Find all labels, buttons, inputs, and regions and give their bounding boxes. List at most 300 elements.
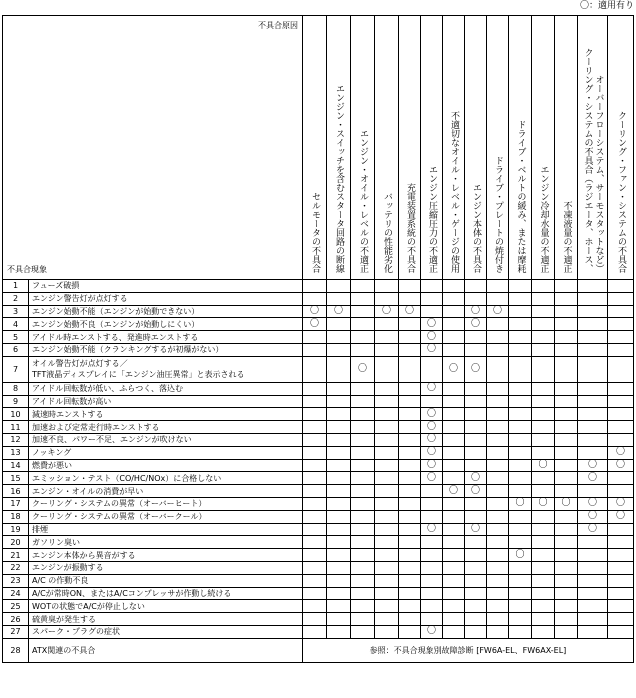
empty-cell <box>303 485 327 498</box>
empty-cell <box>578 343 608 356</box>
empty-cell <box>578 625 608 638</box>
empty-cell <box>555 318 578 331</box>
empty-cell <box>351 549 375 562</box>
empty-cell <box>351 523 375 536</box>
empty-cell <box>532 408 555 421</box>
empty-cell <box>487 497 509 510</box>
applicable-mark: 〇 <box>578 523 608 536</box>
empty-cell <box>351 613 375 626</box>
empty-cell <box>421 485 443 498</box>
empty-cell <box>351 280 375 293</box>
empty-cell <box>399 587 421 600</box>
applicable-mark: 〇 <box>327 305 351 318</box>
empty-cell <box>555 625 578 638</box>
empty-cell <box>509 472 532 485</box>
row-number: 12 <box>3 433 29 446</box>
applicable-mark: 〇 <box>421 421 443 434</box>
empty-cell <box>509 485 532 498</box>
empty-cell <box>555 305 578 318</box>
symptom-cell <box>29 485 303 498</box>
empty-cell <box>465 561 487 574</box>
empty-cell <box>375 446 399 459</box>
row-number: 20 <box>3 536 29 549</box>
empty-cell <box>351 459 375 472</box>
applicable-mark: 〇 <box>465 356 487 382</box>
symptom-cell <box>29 318 303 331</box>
empty-cell <box>399 408 421 421</box>
empty-cell <box>465 421 487 434</box>
empty-cell <box>608 523 634 536</box>
empty-cell <box>532 561 555 574</box>
applicable-mark: 〇 <box>608 459 634 472</box>
empty-cell <box>399 600 421 613</box>
empty-cell <box>399 382 421 395</box>
cause-label: 不適切なオイル・レベル・ゲージの使用 <box>449 111 459 273</box>
empty-cell <box>327 625 351 638</box>
empty-cell <box>375 574 399 587</box>
empty-cell <box>509 395 532 408</box>
symptom-text: 減速時エンストする <box>32 409 104 419</box>
empty-cell <box>303 549 327 562</box>
empty-cell <box>327 472 351 485</box>
symptom-text: 燃費が悪い <box>32 460 72 470</box>
empty-cell <box>509 343 532 356</box>
empty-cell <box>327 331 351 344</box>
cause-header-3 <box>351 16 375 280</box>
empty-cell <box>303 459 327 472</box>
cause-label: エンジン・オイル・レベルの不適正 <box>358 129 368 273</box>
cause-label: オーバーフローシステム、サーモスタットなど） <box>593 75 604 273</box>
symptom-text: アイドル時エンストする、発進時エンストする <box>32 332 199 342</box>
symptom-cell <box>29 421 303 434</box>
empty-cell <box>399 625 421 638</box>
empty-cell <box>327 280 351 293</box>
empty-cell <box>399 497 421 510</box>
empty-cell <box>509 587 532 600</box>
empty-cell <box>375 382 399 395</box>
empty-cell <box>443 305 465 318</box>
empty-cell <box>443 459 465 472</box>
empty-cell <box>487 292 509 305</box>
empty-cell <box>465 510 487 523</box>
empty-cell <box>443 497 465 510</box>
table-row <box>3 318 634 331</box>
table-row <box>3 305 634 318</box>
empty-cell <box>532 318 555 331</box>
empty-cell <box>608 433 634 446</box>
empty-cell <box>578 574 608 587</box>
empty-cell <box>509 600 532 613</box>
empty-cell <box>465 408 487 421</box>
empty-cell <box>303 280 327 293</box>
empty-cell <box>375 625 399 638</box>
applicable-mark: 〇 <box>509 497 532 510</box>
empty-cell <box>608 318 634 331</box>
empty-cell <box>532 549 555 562</box>
empty-cell <box>555 280 578 293</box>
empty-cell <box>465 292 487 305</box>
applicable-mark: 〇 <box>375 305 399 318</box>
empty-cell <box>303 510 327 523</box>
empty-cell <box>608 600 634 613</box>
empty-cell <box>509 408 532 421</box>
empty-cell <box>351 331 375 344</box>
empty-cell <box>487 472 509 485</box>
cause-label: エンジン圧縮圧力の不適正 <box>427 165 437 273</box>
symptom-cell <box>29 574 303 587</box>
empty-cell <box>399 549 421 562</box>
cause-label: ドライブ・プレートの焼付き <box>493 156 503 273</box>
applicable-mark: 〇 <box>421 472 443 485</box>
empty-cell <box>465 613 487 626</box>
empty-cell <box>399 356 421 382</box>
empty-cell <box>351 485 375 498</box>
empty-cell <box>509 292 532 305</box>
symptom-text: クーリング・システムの異常（オーバークール） <box>32 512 207 522</box>
empty-cell <box>465 331 487 344</box>
empty-cell <box>578 549 608 562</box>
empty-cell <box>532 523 555 536</box>
symptom-text: エンジンが振動する <box>32 563 104 573</box>
table-row <box>3 485 634 498</box>
empty-cell <box>375 356 399 382</box>
table-row <box>3 356 634 382</box>
empty-cell <box>421 536 443 549</box>
empty-cell <box>487 459 509 472</box>
symptom-cell <box>29 549 303 562</box>
applicable-mark: 〇 <box>578 497 608 510</box>
empty-cell <box>351 433 375 446</box>
empty-cell <box>608 421 634 434</box>
applicable-mark: 〇 <box>421 446 443 459</box>
symptom-cell <box>29 280 303 293</box>
empty-cell <box>578 485 608 498</box>
symptom-cell <box>29 536 303 549</box>
empty-cell <box>555 446 578 459</box>
symptom-cell <box>29 600 303 613</box>
table-row <box>3 625 634 638</box>
empty-cell <box>578 382 608 395</box>
empty-cell <box>608 472 634 485</box>
empty-cell <box>487 587 509 600</box>
empty-cell <box>375 408 399 421</box>
empty-cell <box>421 305 443 318</box>
empty-cell <box>327 561 351 574</box>
empty-cell <box>608 395 634 408</box>
table-row <box>3 549 634 562</box>
empty-cell <box>532 574 555 587</box>
symptom-text: エンジン警告灯が点灯する <box>32 294 128 304</box>
empty-cell <box>375 523 399 536</box>
row-number: 15 <box>3 472 29 485</box>
symptom-text: フューズ破損 <box>32 281 80 291</box>
legend-note: 〇：適用有り <box>579 1 634 11</box>
applicable-mark: 〇 <box>303 318 327 331</box>
applicable-mark: 〇 <box>421 318 443 331</box>
empty-cell <box>509 510 532 523</box>
table-row <box>3 395 634 408</box>
applicable-mark: 〇 <box>399 305 421 318</box>
cause-header-10 <box>509 16 532 280</box>
applicable-mark: 〇 <box>421 408 443 421</box>
empty-cell <box>443 561 465 574</box>
symptom-text: エンジン始動不能（クランキングするが初爆がない） <box>32 345 224 355</box>
symptom-text: ノッキング <box>32 448 72 458</box>
symptom-cell <box>29 292 303 305</box>
row-number: 10 <box>3 408 29 421</box>
empty-cell <box>555 356 578 382</box>
table-row <box>3 472 634 485</box>
empty-cell <box>465 459 487 472</box>
symptom-cell <box>29 305 303 318</box>
applicable-mark: 〇 <box>555 497 578 510</box>
symptom-text: 排煙 <box>32 524 48 534</box>
empty-cell <box>303 331 327 344</box>
empty-cell <box>465 395 487 408</box>
empty-cell <box>303 433 327 446</box>
symptom-text: エンジン始動不良（エンジンが始動しにくい） <box>32 319 200 329</box>
empty-cell <box>578 356 608 382</box>
table-row <box>3 587 634 600</box>
empty-cell <box>608 292 634 305</box>
applicable-mark: 〇 <box>421 331 443 344</box>
empty-cell <box>375 292 399 305</box>
cause-axis-label: 不具合原因 <box>258 21 298 30</box>
empty-cell <box>327 318 351 331</box>
symptom-cell <box>29 587 303 600</box>
row-number: 14 <box>3 459 29 472</box>
row-number: 19 <box>3 523 29 536</box>
empty-cell <box>443 549 465 562</box>
empty-cell <box>555 485 578 498</box>
symptom-cell <box>29 561 303 574</box>
empty-cell <box>555 343 578 356</box>
empty-cell <box>487 625 509 638</box>
empty-cell <box>327 292 351 305</box>
empty-cell <box>555 561 578 574</box>
empty-cell <box>303 587 327 600</box>
empty-cell <box>555 331 578 344</box>
empty-cell <box>443 331 465 344</box>
empty-cell <box>465 625 487 638</box>
empty-cell <box>608 382 634 395</box>
empty-cell <box>509 305 532 318</box>
empty-cell <box>327 536 351 549</box>
empty-cell <box>399 292 421 305</box>
empty-cell <box>443 408 465 421</box>
empty-cell <box>443 433 465 446</box>
symptom-cell <box>29 356 303 382</box>
empty-cell <box>375 433 399 446</box>
applicable-mark: 〇 <box>608 446 634 459</box>
symptom-text: エミッション・テスト（CO/HC/NOx）に合格しない <box>32 473 222 483</box>
symptom-cell <box>29 331 303 344</box>
empty-cell <box>351 625 375 638</box>
cause-header-6 <box>421 16 443 280</box>
empty-cell <box>555 292 578 305</box>
empty-cell <box>375 343 399 356</box>
empty-cell <box>327 600 351 613</box>
table-row <box>3 331 634 344</box>
empty-cell <box>509 536 532 549</box>
symptom-cell <box>29 510 303 523</box>
empty-cell <box>578 408 608 421</box>
empty-cell <box>303 561 327 574</box>
applicable-mark: 〇 <box>578 510 608 523</box>
row-number: 16 <box>3 485 29 498</box>
empty-cell <box>555 395 578 408</box>
empty-cell <box>399 459 421 472</box>
empty-cell <box>351 305 375 318</box>
empty-cell <box>375 536 399 549</box>
row-number: 18 <box>3 510 29 523</box>
row-number: 21 <box>3 549 29 562</box>
empty-cell <box>532 446 555 459</box>
cause-header-7 <box>443 16 465 280</box>
symptom-text: オイル警告灯が点灯する／ <box>32 359 128 369</box>
table-row <box>3 459 634 472</box>
applicable-mark: 〇 <box>303 305 327 318</box>
empty-cell <box>608 343 634 356</box>
empty-cell <box>303 625 327 638</box>
empty-cell <box>555 574 578 587</box>
empty-cell <box>443 523 465 536</box>
symptom-cell <box>29 343 303 356</box>
empty-cell <box>487 421 509 434</box>
empty-cell <box>351 292 375 305</box>
empty-cell <box>327 395 351 408</box>
empty-cell <box>532 343 555 356</box>
applicable-mark: 〇 <box>532 497 555 510</box>
empty-cell <box>443 343 465 356</box>
empty-cell <box>509 433 532 446</box>
empty-cell <box>303 523 327 536</box>
empty-cell <box>608 280 634 293</box>
empty-cell <box>532 587 555 600</box>
empty-cell <box>327 356 351 382</box>
symptom-text: 硫黄臭が発生する <box>32 614 96 624</box>
empty-cell <box>351 600 375 613</box>
empty-cell <box>465 536 487 549</box>
row-number: 25 <box>3 600 29 613</box>
symptom-cell <box>29 408 303 421</box>
empty-cell <box>487 356 509 382</box>
empty-cell <box>578 318 608 331</box>
empty-cell <box>375 459 399 472</box>
symptom-text: 加速および定常走行時エンストする <box>32 422 160 432</box>
empty-cell <box>487 280 509 293</box>
empty-cell <box>303 395 327 408</box>
empty-cell <box>399 574 421 587</box>
symptom-cell <box>29 625 303 638</box>
applicable-mark: 〇 <box>443 485 465 498</box>
empty-cell <box>487 485 509 498</box>
empty-cell <box>327 613 351 626</box>
empty-cell <box>465 497 487 510</box>
symptom-text: A/C の作動不良 <box>32 576 89 586</box>
empty-cell <box>555 536 578 549</box>
empty-cell <box>327 587 351 600</box>
empty-cell <box>443 280 465 293</box>
empty-cell <box>421 549 443 562</box>
applicable-mark: 〇 <box>578 472 608 485</box>
row-number: 5 <box>3 331 29 344</box>
empty-cell <box>421 600 443 613</box>
empty-cell <box>375 510 399 523</box>
empty-cell <box>351 446 375 459</box>
empty-cell <box>465 446 487 459</box>
empty-cell <box>443 574 465 587</box>
cause-header-11 <box>532 16 555 280</box>
row-number: 22 <box>3 561 29 574</box>
empty-cell <box>327 382 351 395</box>
cause-header-9 <box>487 16 509 280</box>
empty-cell <box>443 382 465 395</box>
empty-cell <box>578 305 608 318</box>
applicable-mark: 〇 <box>351 356 375 382</box>
troubleshooting-matrix <box>2 15 634 663</box>
empty-cell <box>351 510 375 523</box>
symptom-cell <box>29 523 303 536</box>
empty-cell <box>421 561 443 574</box>
empty-cell <box>421 497 443 510</box>
cause-header-4 <box>375 16 399 280</box>
empty-cell <box>351 497 375 510</box>
empty-cell <box>608 408 634 421</box>
empty-cell <box>555 523 578 536</box>
applicable-mark: 〇 <box>509 549 532 562</box>
symptom-cell <box>29 446 303 459</box>
symptom-cell <box>29 472 303 485</box>
empty-cell <box>487 318 509 331</box>
empty-cell <box>487 574 509 587</box>
empty-cell <box>303 574 327 587</box>
empty-cell <box>532 485 555 498</box>
reference-note: 参照：不具合現象別故障診断 [FW6A-EL、FW6AX-EL] <box>303 638 634 662</box>
empty-cell <box>351 408 375 421</box>
empty-cell <box>555 600 578 613</box>
header-corner <box>3 16 303 280</box>
empty-cell <box>327 459 351 472</box>
empty-cell <box>351 574 375 587</box>
row-number: 24 <box>3 587 29 600</box>
empty-cell <box>421 510 443 523</box>
empty-cell <box>555 421 578 434</box>
empty-cell <box>351 382 375 395</box>
empty-cell <box>578 446 608 459</box>
empty-cell <box>443 292 465 305</box>
row-number: 17 <box>3 497 29 510</box>
applicable-mark: 〇 <box>487 305 509 318</box>
empty-cell <box>578 587 608 600</box>
empty-cell <box>443 600 465 613</box>
empty-cell <box>532 536 555 549</box>
empty-cell <box>399 331 421 344</box>
empty-cell <box>327 523 351 536</box>
empty-cell <box>608 331 634 344</box>
applicable-mark: 〇 <box>608 497 634 510</box>
empty-cell <box>532 600 555 613</box>
row-number: 6 <box>3 343 29 356</box>
row-number: 8 <box>3 382 29 395</box>
empty-cell <box>532 331 555 344</box>
empty-cell <box>608 587 634 600</box>
cause-label: 充電装置系統の不具合 <box>405 183 415 273</box>
cause-header-13 <box>578 16 608 280</box>
empty-cell <box>327 485 351 498</box>
empty-cell <box>399 318 421 331</box>
applicable-mark: 〇 <box>465 472 487 485</box>
